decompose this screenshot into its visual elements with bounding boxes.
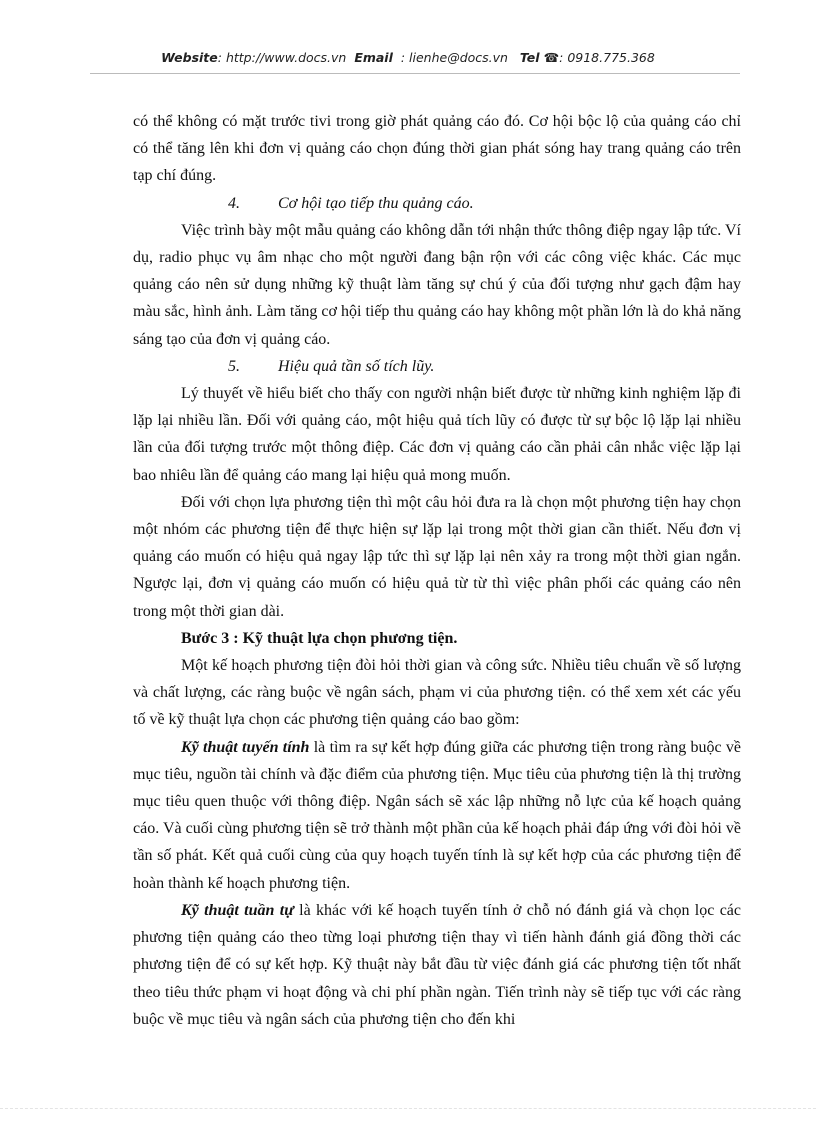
paragraph-1: có thể không có mặt trước tivi trong giờ phát quảng cáo đó. Cơ hội bộc lộ của quảng cáo chỉ có thể tăng lên khi đơn vị quảng cáo chọn đúng thời gian phát sóng hay trang quảng cáo trên tạp chí đúng. [133, 113, 741, 185]
term-sequential-technique: Kỹ thuật tuần tự [181, 901, 294, 919]
heading-4-number: 4. [228, 194, 240, 212]
header-divider [90, 73, 740, 74]
paragraph-2: Việc trình bày một mẫu quảng cáo không dẫn tới nhận thức thông điệp ngay lập tức. Ví dụ, radio phục vụ âm nhạc cho một người đang bận rộn với các công việc khác. Các mục quảng cáo nên sử dụng những kỹ thuật làm tăng sự chú ý của đối tượng như gạch đậm hay màu sắc, hình ảnh. Làm tăng cơ hội tiếp thu quảng cáo hay không một phần lớn là do khả năng sáng tạo của đơn vị quảng cáo. [133, 221, 741, 348]
section-heading-4 [133, 190, 741, 217]
email-value: : lienhe@docs.vn [400, 50, 508, 65]
document-body [133, 108, 741, 1033]
paragraph-6-text: là tìm ra sự kết hợp đúng giữa các phương tiện trong ràng buộc về mục tiêu, nguồn tài chính và đặc điểm của phương tiện. Mục tiêu của phương tiện là thị trường mục tiêu quen thuộc với thông điệp. Ngân sách sẽ xác lập những nỗ lực của kế hoạch quảng cáo. Và cuối cùng phương tiện sẽ trở thành một phần của kế hoạch phải đáp ứng với đòi hỏi về tần số phát. Kết quả cuối cùng của quy hoạch tuyến tính là sự kết hợp của các phương tiện để hoàn thành kế hoạch phương tiện. [133, 738, 741, 892]
paragraph-4: Đối với chọn lựa phương tiện thì một câu hỏi đưa ra là chọn một phương tiện hay chọn một nhóm các phương tiện để thực hiện sự lặp lại trong một thời gian cần thiết. Nếu đơn vị quảng cáo muốn có hiệu quả ngay lập tức thì sự lặp lại nên xảy ra trong một thời gian ngắn. Ngược lại, đơn vị quảng cáo muốn có hiệu quả từ từ thì việc phân phối các quảng cáo nên trong một thời gian dài. [133, 493, 741, 620]
footer-divider [0, 1108, 816, 1109]
paragraph-7-text: là khác với kế hoạch tuyến tính ở chỗ nó đánh giá và chọn lọc các phương tiện quảng cáo theo từng loại phương tiện thay vì tiến hành đánh giá đồng thời các phương tiện để có sự kết hợp. Kỹ thuật này bắt đầu từ việc đánh giá các phương tiện tốt nhất theo tiêu thức phạm vi hoạt động và chi phí phần ngàn. Tiến trình này sẽ tiếp tục với các ràng buộc về mục tiêu và ngân sách của phương tiện cho đến khi [133, 901, 741, 1028]
heading-5-number: 5. [228, 357, 240, 375]
step-3-heading: Bước 3 : Kỹ thuật lựa chọn phương tiện. [181, 629, 458, 647]
phone-icon: ☎ [543, 50, 560, 65]
section-heading-5 [133, 353, 741, 380]
paragraph-5: Một kế hoạch phương tiện đòi hỏi thời gian và công sức. Nhiều tiêu chuẩn về số lượng và chất lượng, các ràng buộc về ngân sách, phạm vi của phương tiện. có thể xem xét các yếu tố về kỹ thuật lựa chọn các phương tiện quảng cáo bao gồm: [133, 657, 741, 729]
website-value: : http://www.docs.vn [217, 50, 347, 65]
heading-5-text: Hiệu quả tần số tích lũy. [278, 357, 435, 375]
paragraph-3: Lý thuyết về hiểu biết cho thấy con người nhận biết được từ những kinh nghiệm lặp đi lặp lại nhiều lần. Đối với quảng cáo, một hiệu quả tích lũy có được từ sự bộc lộ lặp lại nhiều lần của đối tượng trước một thông điệp. Các đơn vị quảng cáo cần phải cân nhắc việc lặp lại bao nhiêu lần để quảng cáo mang lại hiệu quả mong muốn. [133, 385, 741, 484]
paragraph-7 [133, 897, 741, 1033]
email-label: Email [354, 50, 393, 65]
term-linear-technique: Kỹ thuật tuyến tính [181, 738, 310, 756]
website-label: Website [161, 50, 218, 65]
tel-value: : 0918.775.368 [559, 50, 655, 65]
paragraph-6 [133, 734, 741, 897]
heading-4-text: Cơ hội tạo tiếp thu quảng cáo. [278, 194, 474, 212]
tel-label: Tel [519, 50, 540, 65]
page-header [0, 50, 816, 65]
